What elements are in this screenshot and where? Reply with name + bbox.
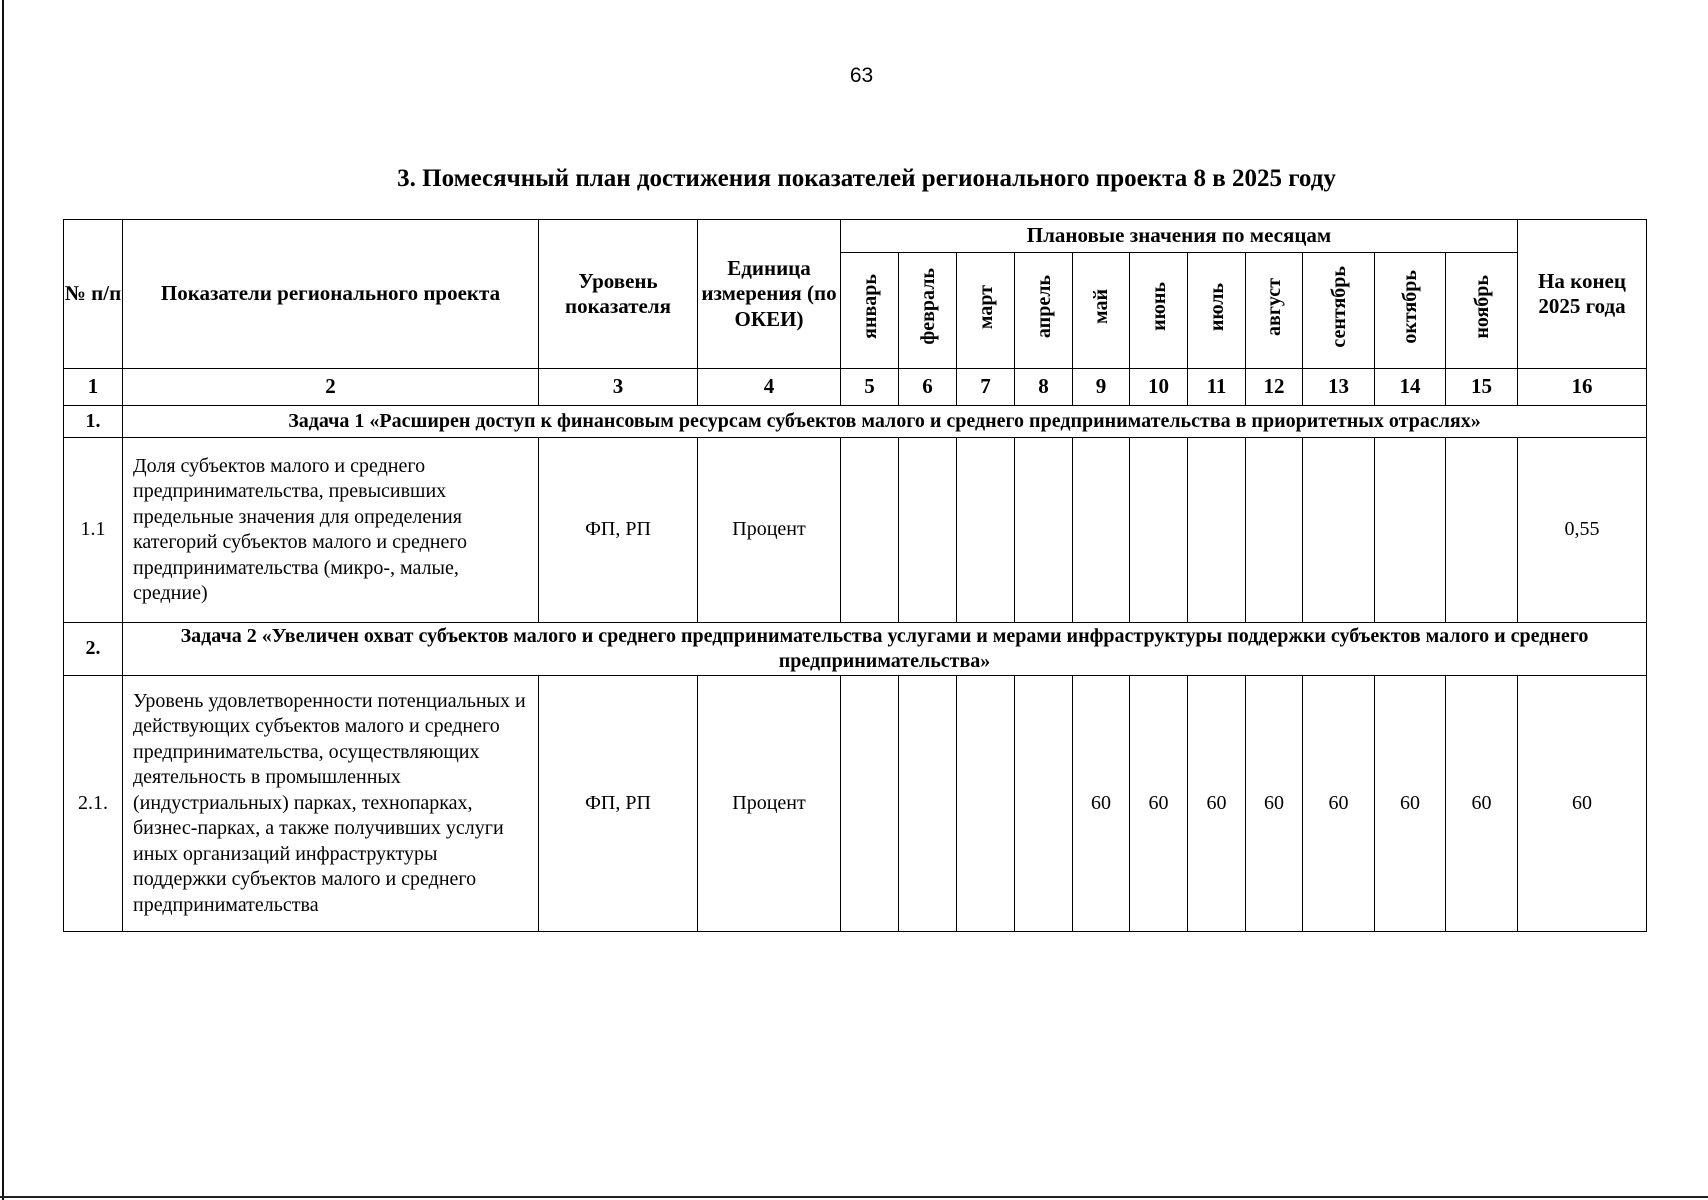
column-number: 4 — [698, 369, 841, 406]
column-number: 9 — [1073, 369, 1130, 406]
column-number: 10 — [1130, 369, 1188, 406]
month-label: май — [1090, 289, 1112, 325]
month-label: июнь — [1147, 282, 1170, 332]
column-number: 5 — [841, 369, 899, 406]
task-row — [64, 623, 1647, 676]
header-level: Уровень показателя — [539, 220, 698, 369]
month-value: 60 — [1246, 676, 1303, 932]
month-label: февраль — [916, 268, 939, 346]
page-number: 63 — [849, 64, 874, 87]
page-title: 3. Помесячный план достижения показателей регионального проекта 8 в 2025 году — [397, 165, 1336, 192]
month-value — [899, 438, 957, 623]
column-number-row — [64, 369, 1647, 406]
month-label: январь — [858, 274, 881, 340]
task-row — [64, 406, 1647, 438]
column-number: 3 — [539, 369, 698, 406]
header-unit: Единица измерения (по ОКЕИ) — [698, 220, 841, 369]
month-value — [957, 438, 1015, 623]
month-value — [1015, 676, 1073, 932]
indicator-unit: Процент — [698, 676, 841, 932]
header-month-mar — [957, 253, 1015, 369]
month-value — [957, 676, 1015, 932]
month-value: 60 — [1446, 676, 1518, 932]
header-month-jun — [1130, 253, 1188, 369]
month-value — [1188, 438, 1246, 623]
indicator-row — [64, 676, 1647, 932]
month-value — [1015, 438, 1073, 623]
month-value — [1130, 438, 1188, 623]
month-value — [899, 676, 957, 932]
indicator-level: ФП, РП — [539, 438, 698, 623]
month-value: 60 — [1303, 676, 1375, 932]
column-number: 13 — [1303, 369, 1375, 406]
header-num: № п/п — [64, 220, 123, 369]
month-value: 60 — [1375, 676, 1446, 932]
task-text: Задача 2 «Увеличен охват субъектов малого и среднего предпринимательства услугами и мерами инфраструктуры поддержки субъектов малого и среднего предпринимательства» — [123, 623, 1647, 676]
month-label: август — [1263, 277, 1285, 336]
header-month-jul — [1188, 253, 1246, 369]
header-month-sep — [1303, 253, 1375, 369]
year-end-value: 60 — [1518, 676, 1647, 932]
header-plan-group: Плановые значения по месяцам — [841, 220, 1518, 253]
column-number: 8 — [1015, 369, 1073, 406]
indicator-unit: Процент — [698, 438, 841, 623]
header-indicator: Показатели регионального проекта — [123, 220, 539, 369]
header-month-may — [1073, 253, 1130, 369]
column-number: 15 — [1446, 369, 1518, 406]
month-label: март — [974, 284, 997, 329]
header-month-aug — [1246, 253, 1303, 369]
month-value: 60 — [1073, 676, 1130, 932]
monthly-plan-table — [63, 219, 1647, 932]
header-month-apr — [1015, 253, 1073, 369]
month-value — [1073, 438, 1130, 623]
task-number: 1. — [64, 406, 123, 438]
month-label: ноябрь — [1470, 274, 1493, 339]
month-label: октябрь — [1399, 269, 1421, 344]
month-value — [1375, 438, 1446, 623]
header-month-feb — [899, 253, 957, 369]
column-number: 11 — [1188, 369, 1246, 406]
scan-edge-bottom — [0, 1196, 1708, 1198]
indicator-level: ФП, РП — [539, 676, 698, 932]
month-value — [841, 438, 899, 623]
task-text: Задача 1 «Расширен доступ к финансовым ресурсам субъектов малого и среднего предпринимательства в приоритетных отраслях» — [123, 406, 1647, 438]
indicator-name: Доля субъектов малого и среднего предпринимательства, превысивших предельные значения для определения категорий субъектов малого и среднего предпринимательства (микро-, малые, средние) — [123, 438, 539, 623]
month-value — [1303, 438, 1375, 623]
header-year-end: На конец 2025 года — [1518, 220, 1647, 369]
indicator-row — [64, 438, 1647, 623]
month-value — [841, 676, 899, 932]
month-label: апрель — [1032, 275, 1055, 339]
column-number: 2 — [123, 369, 539, 406]
column-number: 7 — [957, 369, 1015, 406]
indicator-number: 1.1 — [64, 438, 123, 623]
task-number: 2. — [64, 623, 123, 676]
year-end-value: 0,55 — [1518, 438, 1647, 623]
month-value — [1446, 438, 1518, 623]
column-number: 6 — [899, 369, 957, 406]
column-number: 12 — [1246, 369, 1303, 406]
column-number: 1 — [64, 369, 123, 406]
indicator-name: Уровень удовлетворенности потенциальных и действующих субъектов малого и среднего предпринимательства, осуществляющих деятельность в промышленных (индустриальных) парках, технопарках, бизнес-парках, а также получивших услуги иных организаций инфраструктуры поддержки субъектов малого и среднего предпринимательства — [123, 676, 539, 932]
month-label: июль — [1205, 282, 1228, 331]
indicator-number: 2.1. — [64, 676, 123, 932]
month-label: сентябрь — [1327, 265, 1350, 348]
column-number: 16 — [1518, 369, 1647, 406]
month-value: 60 — [1188, 676, 1246, 932]
header-month-oct — [1375, 253, 1446, 369]
header-month-jan — [841, 253, 899, 369]
month-value: 60 — [1130, 676, 1188, 932]
column-number: 14 — [1375, 369, 1446, 406]
header-row-top — [64, 220, 1647, 253]
month-value — [1246, 438, 1303, 623]
header-month-nov — [1446, 253, 1518, 369]
